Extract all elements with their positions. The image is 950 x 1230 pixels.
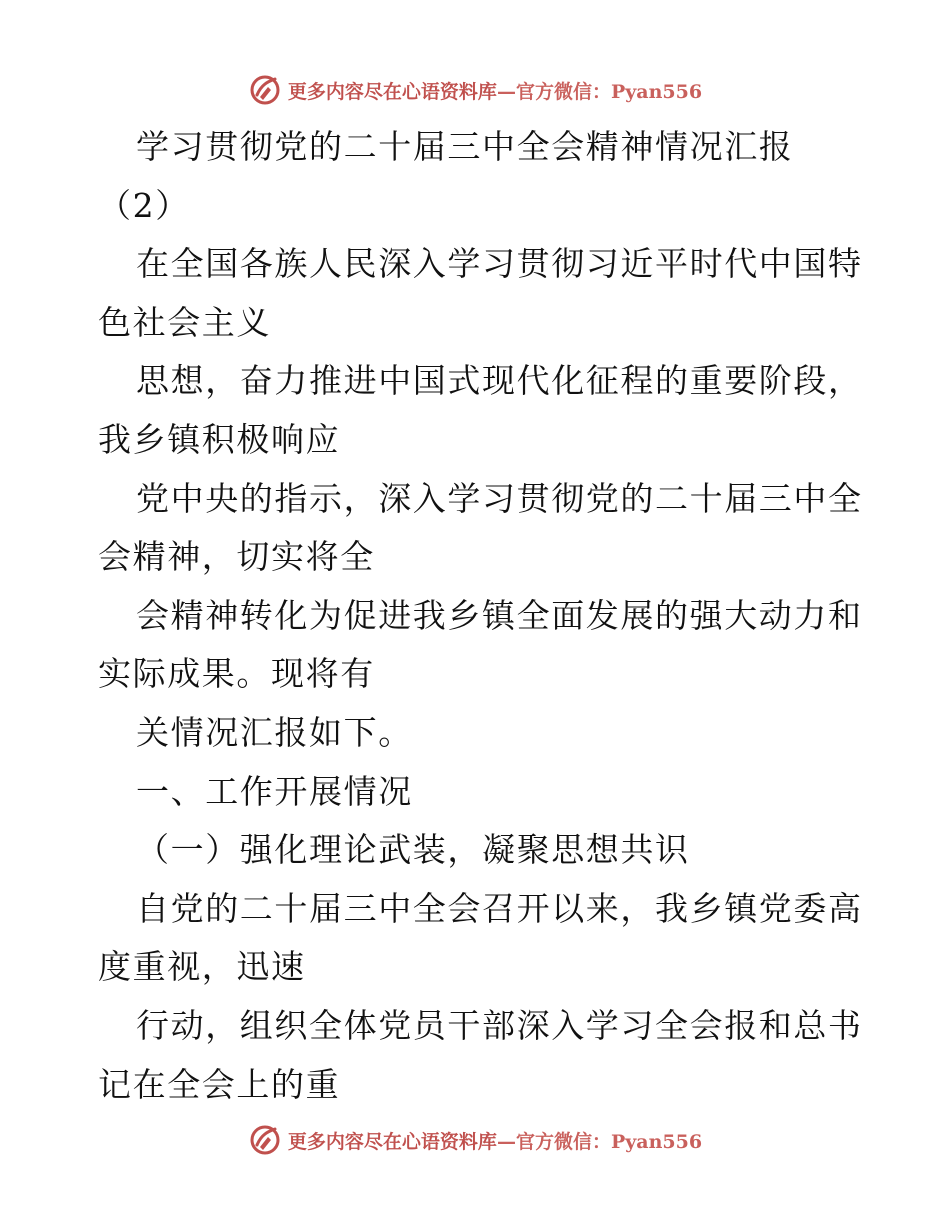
paragraph-line: 色社会主义 bbox=[98, 302, 271, 342]
section-heading: 一、工作开展情况 bbox=[136, 771, 413, 811]
paragraph-line: 会精神，切实将全 bbox=[98, 537, 375, 577]
paragraph-line: 在全国各族人民深入学习贯彻习近平时代中国特 bbox=[136, 244, 863, 284]
document-body bbox=[98, 118, 863, 1114]
watermark-main: 更多内容尽在心语资料库 bbox=[287, 80, 497, 103]
paragraph-line: 思想，奋力推进中国式现代化征程的重要阶段， bbox=[136, 361, 863, 401]
watermark-separator: — bbox=[496, 80, 516, 103]
watermark-text bbox=[288, 77, 702, 104]
watermark-contact: 官方微信：Pyan556 bbox=[515, 80, 703, 103]
watermark-main: 更多内容尽在心语资料库 bbox=[287, 1130, 497, 1153]
doc-title-line-2: （2） bbox=[98, 185, 190, 225]
paragraph-line: 度重视，迅速 bbox=[98, 947, 306, 987]
paragraph-line: 会精神转化为促进我乡镇全面发展的强大动力和 bbox=[136, 595, 863, 635]
pen-swirl-logo-icon bbox=[248, 73, 282, 107]
paragraph-line: 记在全会上的重 bbox=[98, 1064, 341, 1104]
paragraph-line: 我乡镇积极响应 bbox=[98, 419, 341, 459]
watermark-text bbox=[288, 1127, 702, 1154]
watermark-contact: 官方微信：Pyan556 bbox=[515, 1130, 703, 1153]
watermark-header bbox=[0, 70, 950, 110]
watermark-footer bbox=[0, 1120, 950, 1160]
paragraph-line: 实际成果。现将有 bbox=[98, 654, 375, 694]
doc-title-line-1: 学习贯彻党的二十届三中全会精神情况汇报 bbox=[136, 127, 794, 166]
paragraph-line: 自党的二十届三中全会召开以来，我乡镇党委高 bbox=[136, 888, 863, 928]
pen-swirl-logo-icon bbox=[248, 1123, 282, 1157]
watermark-separator: — bbox=[496, 1130, 516, 1153]
paragraph-line: 行动，组织全体党员干部深入学习全会报和总书 bbox=[136, 1005, 863, 1045]
paragraph-line: 党中央的指示，深入学习贯彻党的二十届三中全 bbox=[136, 478, 863, 518]
subsection-heading: （一）强化理论武装，凝聚思想共识 bbox=[136, 830, 690, 870]
paragraph-line: 关情况汇报如下。 bbox=[136, 712, 413, 752]
